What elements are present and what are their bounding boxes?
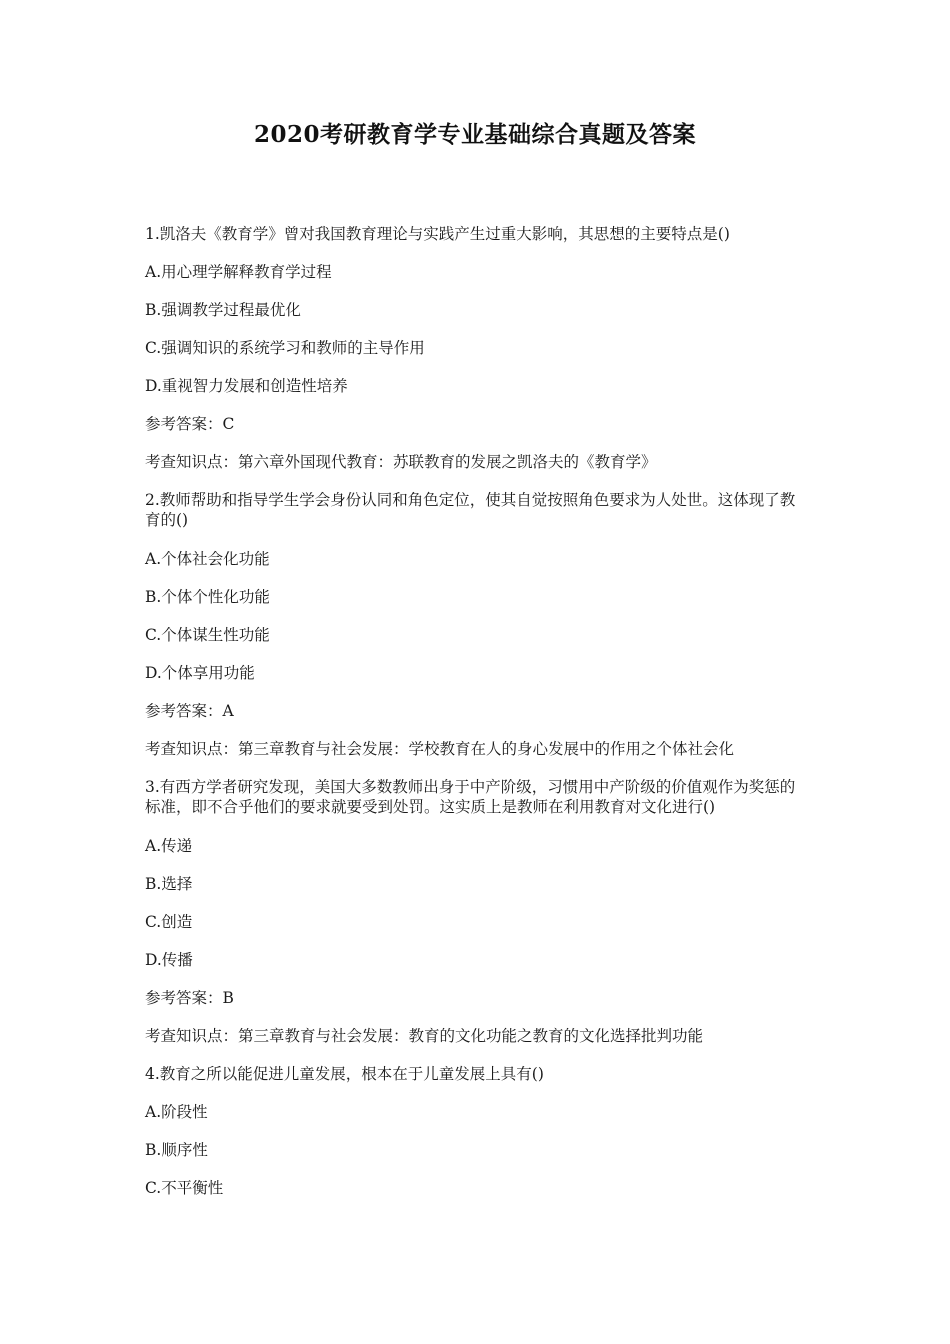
question-stem: 2.教师帮助和指导学生学会身份认同和角色定位，使其自觉按照角色要求为人处世。这体现了教育的() xyxy=(145,491,796,529)
question-block xyxy=(145,224,810,472)
option-b: B.个体个性化功能 xyxy=(145,588,270,606)
knowledge-point: 考查知识点：第三章教育与社会发展：学校教育在人的身心发展中的作用之个体社会化 xyxy=(145,740,735,758)
answer-line: 参考答案：A xyxy=(145,702,234,720)
question-block xyxy=(145,490,810,759)
answer-line: 参考答案：C xyxy=(145,415,235,433)
option-c: C.创造 xyxy=(145,913,193,931)
option-b: B.顺序性 xyxy=(145,1141,208,1159)
question-block xyxy=(145,1064,810,1198)
knowledge-point: 考查知识点：第三章教育与社会发展：教育的文化功能之教育的文化选择批判功能 xyxy=(145,1027,704,1045)
option-a: A.个体社会化功能 xyxy=(145,550,270,568)
option-c: C.个体谋生性功能 xyxy=(145,626,270,644)
option-b: B.强调教学过程最优化 xyxy=(145,301,301,319)
answer-line: 参考答案：B xyxy=(145,989,234,1007)
option-d: D.重视智力发展和创造性培养 xyxy=(145,377,348,395)
option-b: B.选择 xyxy=(145,875,193,893)
option-a: A.传递 xyxy=(145,837,193,855)
question-block xyxy=(145,777,810,1046)
question-stem: 4.教育之所以能促进儿童发展，根本在于儿童发展上具有() xyxy=(145,1065,544,1083)
option-c: C.强调知识的系统学习和教师的主导作用 xyxy=(145,339,425,357)
question-stem: 1.凯洛夫《教育学》曾对我国教育理论与实践产生过重大影响，其思想的主要特点是() xyxy=(145,225,730,243)
option-a: A.阶段性 xyxy=(145,1103,208,1121)
knowledge-point: 考查知识点：第六章外国现代教育：苏联教育的发展之凯洛夫的《教育学》 xyxy=(145,453,657,471)
option-c: C.不平衡性 xyxy=(145,1179,224,1197)
question-stem: 3.有西方学者研究发现，美国大多数教师出身于中产阶级，习惯用中产阶级的价值观作为奖惩的标准，即不合乎他们的要求就要受到处罚。这实质上是教师在利用教育对文化进行() xyxy=(145,778,796,816)
document-title: 2020考研教育学专业基础综合真题及答案 xyxy=(253,121,696,148)
document-body xyxy=(145,224,810,1216)
option-d: D.个体享用功能 xyxy=(145,664,255,682)
option-a: A.用心理学解释教育学过程 xyxy=(145,263,332,281)
option-d: D.传播 xyxy=(145,951,193,969)
